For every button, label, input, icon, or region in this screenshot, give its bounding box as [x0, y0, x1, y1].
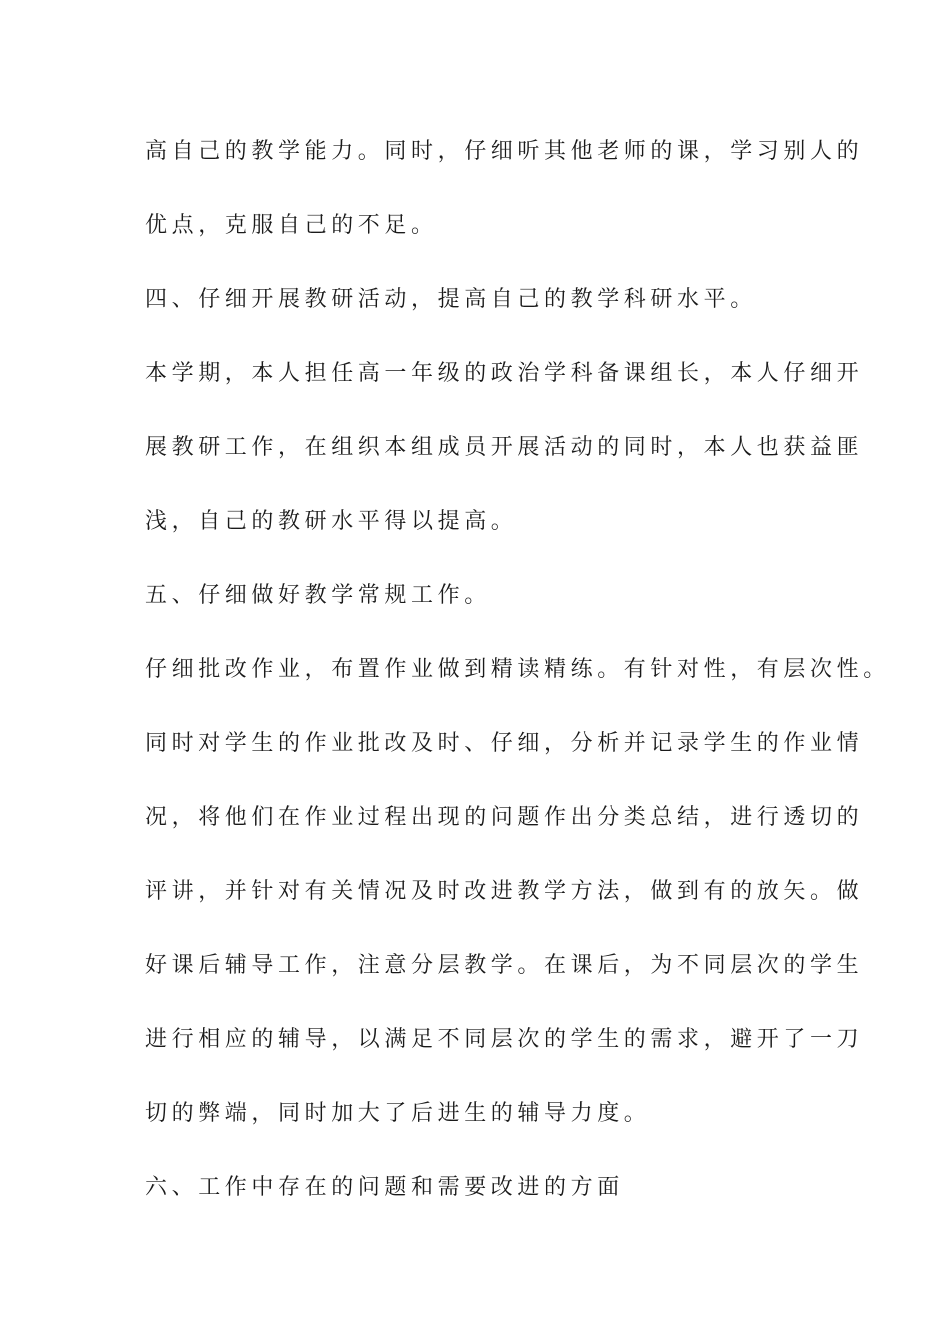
paragraph-line: 优点，克服自己的不足。 — [145, 213, 438, 238]
paragraph-line: 高自己的教学能力。同时，仔细听其他老师的课，学习别人的 — [145, 139, 864, 164]
paragraph-line: 仔细批改作业，布置作业做到精读精练。有针对性，有层次性。 — [145, 657, 890, 682]
paragraph-line: 况，将他们在作业过程出现的问题作出分类总结，进行透切的 — [145, 805, 864, 830]
paragraph-line: 同时对学生的作业批改及时、仔细，分析并记录学生的作业情 — [145, 731, 864, 756]
section-heading: 五、仔细做好教学常规工作。 — [145, 583, 491, 608]
paragraph-line: 进行相应的辅导，以满足不同层次的学生的需求，避开了一刀 — [145, 1027, 864, 1052]
paragraph-line: 浅，自己的教研水平得以提高。 — [145, 509, 518, 534]
section-heading: 四、仔细开展教研活动，提高自己的教学科研水平。 — [145, 287, 757, 312]
paragraph-line: 评讲，并针对有关情况及时改进教学方法，做到有的放矢。做 — [145, 879, 864, 904]
paragraph-line: 切的弊端，同时加大了后进生的辅导力度。 — [145, 1101, 651, 1126]
section-heading: 六、工作中存在的问题和需要改进的方面 — [145, 1175, 624, 1200]
paragraph-line: 展教研工作，在组织本组成员开展活动的同时，本人也获益匪 — [145, 435, 864, 460]
paragraph-line: 好课后辅导工作，注意分层教学。在课后，为不同层次的学生 — [145, 953, 864, 978]
paragraph-line: 本学期，本人担任高一年级的政治学科备课组长，本人仔细开 — [145, 361, 864, 386]
